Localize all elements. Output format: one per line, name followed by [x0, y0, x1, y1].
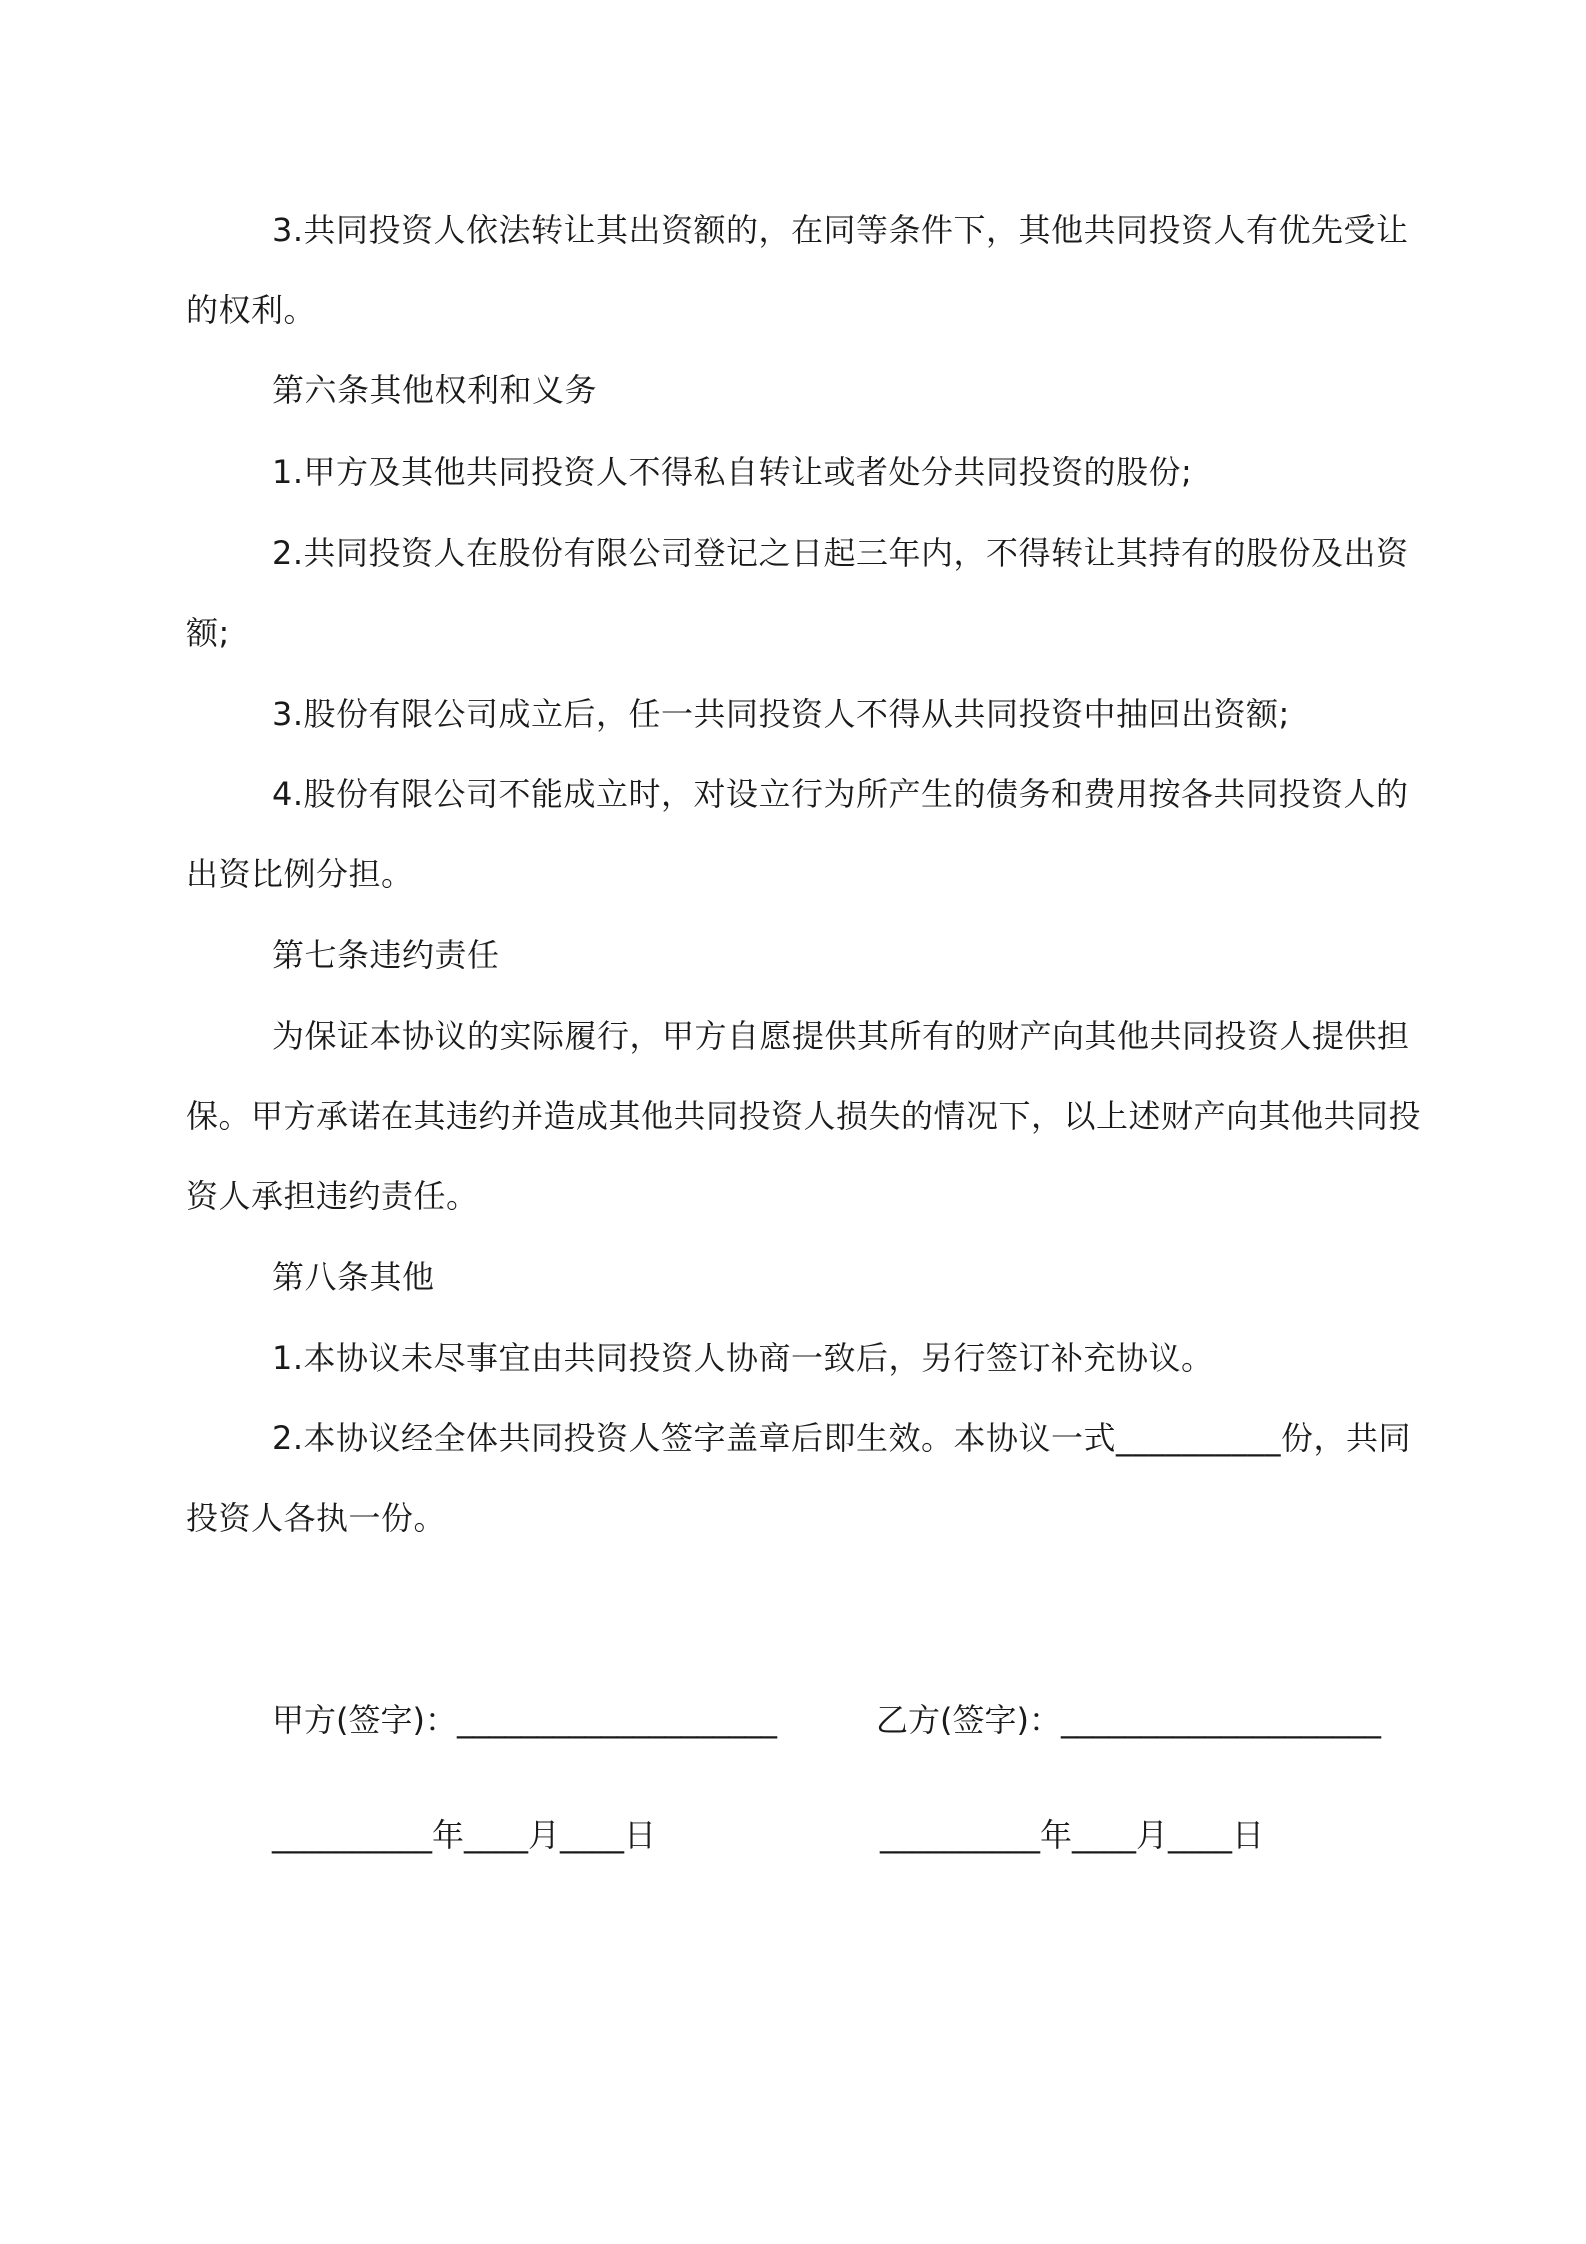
paragraph-line: 3.股份有限公司成立后，任一共同投资人不得从共同投资中抽回出资额;	[272, 695, 1290, 733]
paragraph-line: 4.股份有限公司不能成立时，对设立行为所产生的债务和费用按各共同投资人的	[272, 775, 1409, 813]
paragraph-line: 额;	[186, 614, 230, 652]
section-heading: 第六条其他权利和义务	[272, 371, 598, 409]
paragraph-line: 2.共同投资人在股份有限公司登记之日起三年内，不得转让其持有的股份及出资	[272, 534, 1409, 572]
paragraph-line: 投资人各执一份。	[186, 1499, 447, 1537]
party-b-signature: 乙方(签字)：____________________	[876, 1701, 1381, 1739]
paragraph-line: 1.甲方及其他共同投资人不得私自转让或者处分共同投资的股份;	[272, 453, 1193, 491]
paragraph-line: 保。甲方承诺在其违约并造成其他共同投资人损失的情况下，以上述财产向其他共同投	[186, 1097, 1422, 1135]
paragraph-line: 3.共同投资人依法转让其出资额的，在同等条件下，其他共同投资人有优先受让	[272, 211, 1409, 249]
paragraph-line: 为保证本协议的实际履行，甲方自愿提供其所有的财产向其他共同投资人提供担	[272, 1017, 1410, 1055]
section-heading: 第八条其他	[272, 1258, 435, 1296]
paragraph-line: 2.本协议经全体共同投资人签字盖章后即生效。本协议一式__________份，共同	[272, 1419, 1412, 1457]
paragraph-line: 1.本协议未尽事宜由共同投资人协商一致后，另行签订补充协议。	[272, 1339, 1214, 1377]
party-b-date: __________年____月____日	[880, 1816, 1265, 1854]
paragraph-line: 的权利。	[186, 291, 317, 329]
paragraph-line: 资人承担违约责任。	[186, 1177, 479, 1215]
party-a-date: __________年____月____日	[272, 1816, 657, 1854]
section-heading: 第七条违约责任	[272, 936, 500, 974]
paragraph-line: 出资比例分担。	[186, 855, 414, 893]
party-a-signature: 甲方(签字)：____________________	[272, 1701, 777, 1739]
